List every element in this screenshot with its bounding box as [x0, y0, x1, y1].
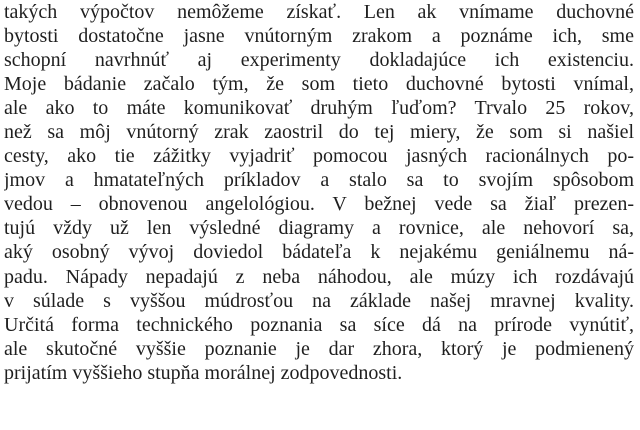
text-line: tujú vždy už len výsledné diagramy a rovnice, ale nehovorí sa, — [4, 217, 634, 240]
text-line: Určitá forma technického poznania sa síce dá na prírode vynútiť, — [4, 313, 634, 336]
text-line: padu. Nápady nepadajú z neba náhodou, ale múzy ich rozdávajú — [4, 265, 634, 288]
text-line: Moje bádanie začalo tým, že som tieto duchovné bytosti vnímal, — [4, 73, 634, 96]
text-line: v súlade s vyššou múdrosťou na základe našej mravnej kvality. — [4, 289, 634, 312]
paragraph — [4, 0, 634, 385]
text-line: než sa môj vnútorný zrak zaostril do tej miery, že som si našiel — [4, 121, 634, 144]
text-line: schopní navrhnúť aj experimenty dokladajúce ich existenciu. — [4, 49, 634, 72]
text-line: takých výpočtov nemôžeme získať. Len ak vnímame duchovné — [4, 1, 634, 23]
text-line: ale ako to máte komunikovať druhým ľuďom? Trvalo 25 rokov, — [4, 97, 634, 120]
text-line: cesty, ako tie zážitky vyjadriť pomocou jasných racionálnych po- — [4, 145, 634, 168]
text-line: ale skutočné vyššie poznanie je dar zhora, ktorý je podmienený — [4, 337, 634, 360]
text-line: jmov a hmatateľných príkladov a stalo sa to svojím spôsobom — [4, 169, 634, 192]
document-page — [4, 0, 634, 430]
text-line: vedou – obnovenou angelológiou. V bežnej vede sa žiaľ prezen- — [4, 193, 634, 216]
text-line: prijatím vyššieho stupňa morálnej zodpovednosti. — [4, 361, 403, 384]
text-line: bytosti dostatočne jasne vnútorným zrakom a poznáme ich, sme — [4, 25, 634, 48]
text-line: aký osobný vývoj doviedol bádateľa k nejakému geniálnemu ná- — [4, 241, 634, 264]
